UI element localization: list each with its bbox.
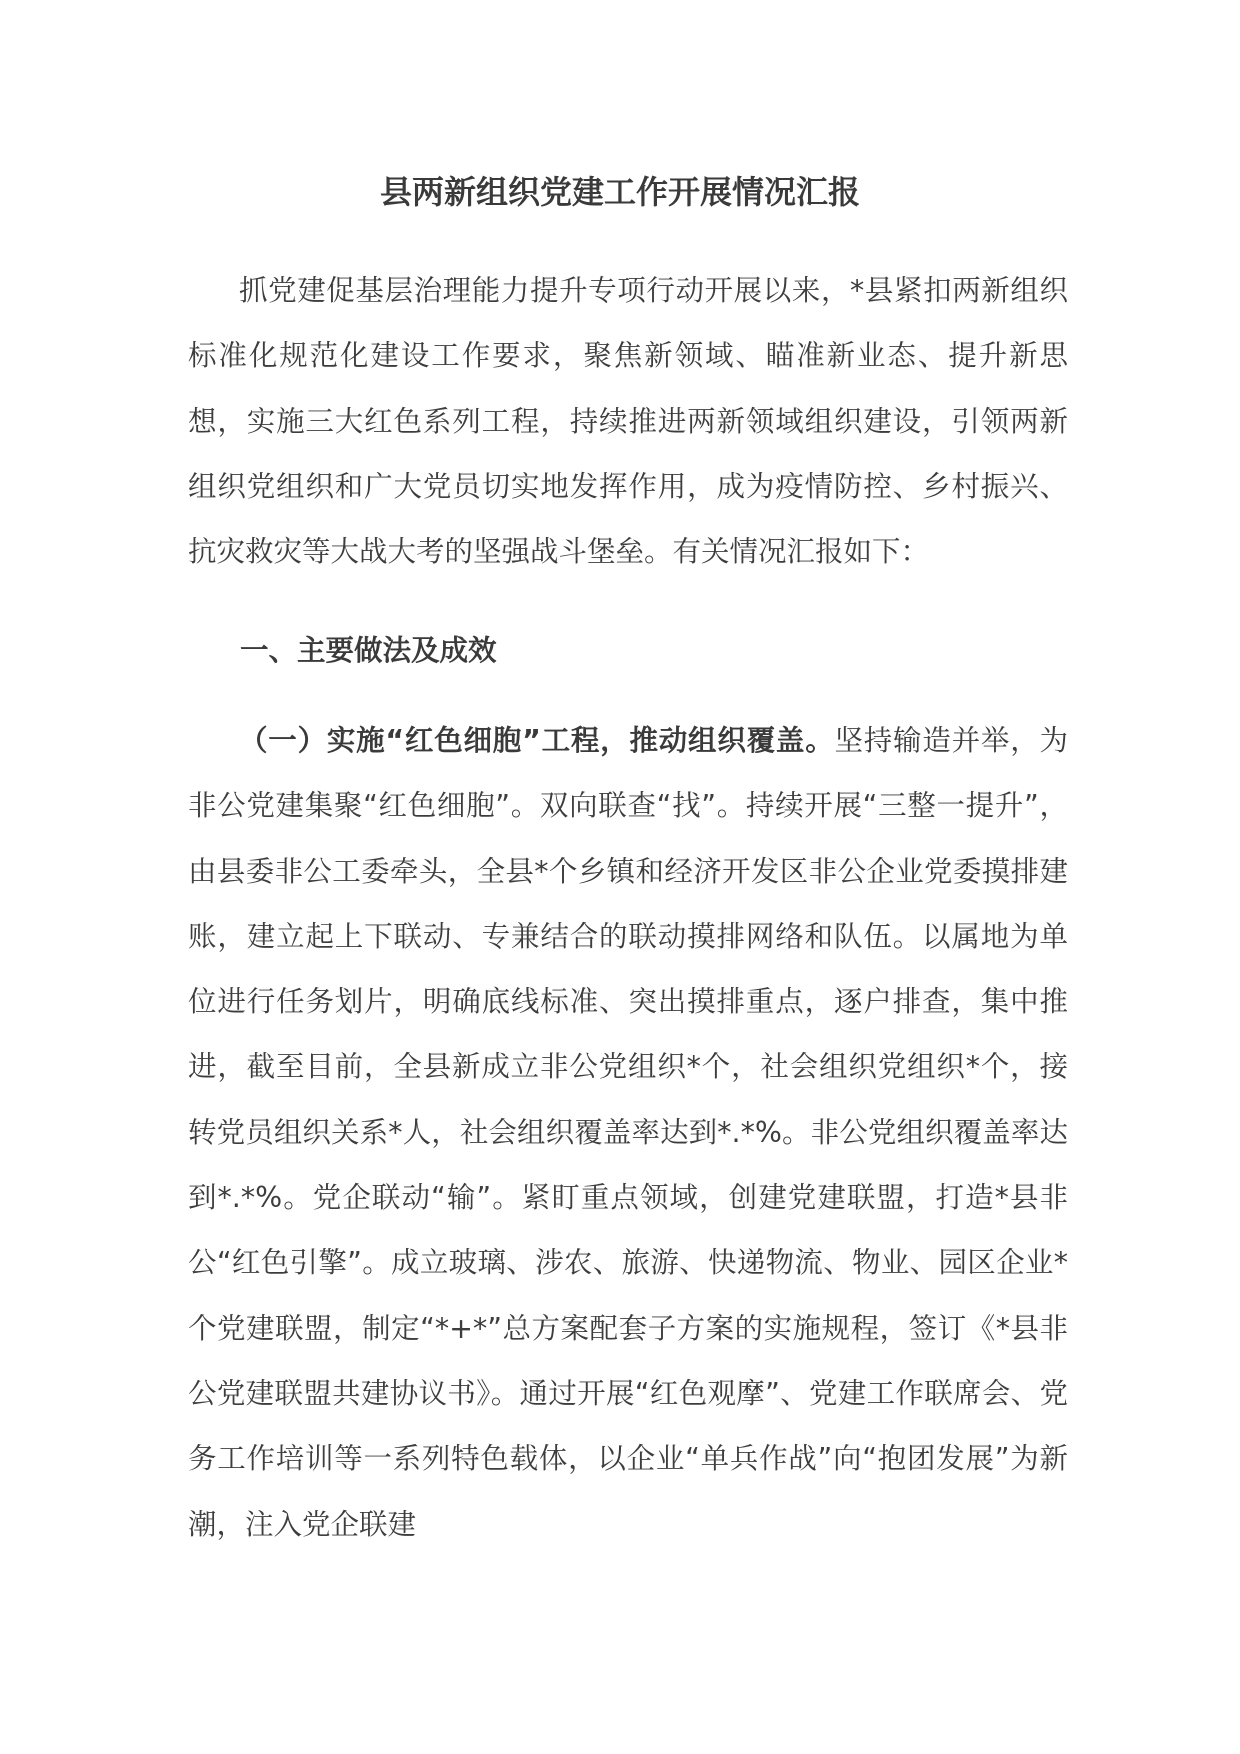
section-body-text: 坚持输造并举，为非公党建集聚“红色细胞”。双向联查“找”。持续开展“三整一提升”，由县委非公工委牵头，全县*个乡镇和经济开发区非公企业党委摸排建账，建立起上下联动、专兼结合的联动摸排网络和队伍。以属地为单位进行任务划片，明确底线标准、突出摸排重点，逐户排查，集中推进，截至目前，全县新成立非公党组织*个，社会组织党组织*个，接转党员组织关系*人，社会组织覆盖率达到*.*%。非公党组织覆盖率达到*.*%。党企联动“输”。紧盯重点领域，创建党建联盟，打造*县非公“红色引擎”。成立玻璃、涉农、旅游、快递物流、物业、园区企业*个党建联盟，制定“*+*”总方案配套子方案的实施规程，签订《*县非公党建联盟共建协议书》。通过开展“红色观摩”、党建工作联席会、党务工作培训等一系列特色载体，以企业“单兵作战”向“抱团发展”为新潮，注入党企联建 [188,724,1068,1541]
section-lead-heading: （一）实施“红色细胞”工程，推动组织覆盖。 [239,724,835,757]
intro-paragraph: 抓党建促基层治理能力提升专项行动开展以来，*县紧扣两新组织标准化规范化建设工作要求，聚焦新领域、瞄准新业态、提升新思想，实施三大红色系列工程，持续推进两新领域组织建设，引领两新组织党组织和广大党员切实地发挥作用，成为疫情防控、乡村振兴、抗灾救灾等大战大考的坚强战斗堡垒。有关情况汇报如下： [188,274,1068,569]
section-heading: 一、主要做法及成效 [240,634,497,667]
section-paragraph [188,708,1068,1557]
document-title: 县两新组织党建工作开展情况汇报 [379,173,860,211]
